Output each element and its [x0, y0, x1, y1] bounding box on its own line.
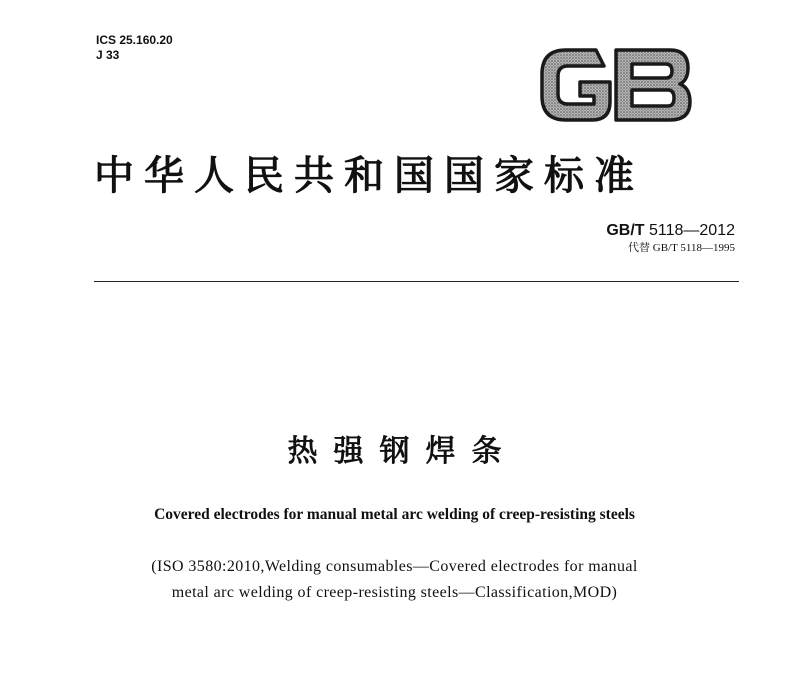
replaces-standard: 代替 GB/T 5118—1995 — [628, 242, 735, 254]
ics-code: ICS 25.160.20 — [96, 33, 173, 47]
standard-year-number: 5118—2012 — [649, 222, 735, 239]
standard-number — [606, 222, 735, 240]
gb-logo — [536, 42, 696, 128]
iso-reference-line: metal arc welding of creep-resisting steels—Classification,MOD) — [171, 584, 618, 601]
header-divider — [94, 281, 739, 282]
ccs-code: J 33 — [96, 48, 120, 62]
iso-reference-line: (ISO 3580:2010,Welding consumables—Covered electrodes for manual — [151, 558, 638, 575]
iso-reference — [0, 554, 789, 606]
classification-codes — [96, 33, 173, 63]
standard-code: GB/T — [606, 222, 645, 239]
gb-logo-mark — [542, 50, 690, 120]
document-title-cn: 热强钢焊条 — [287, 434, 518, 469]
document-title-en: Covered electrodes for manual metal arc welding of creep-resisting steels — [154, 506, 635, 523]
standard-number-block — [606, 222, 735, 255]
national-standard-title: 中华人民共和国国家标准 — [94, 152, 644, 199]
